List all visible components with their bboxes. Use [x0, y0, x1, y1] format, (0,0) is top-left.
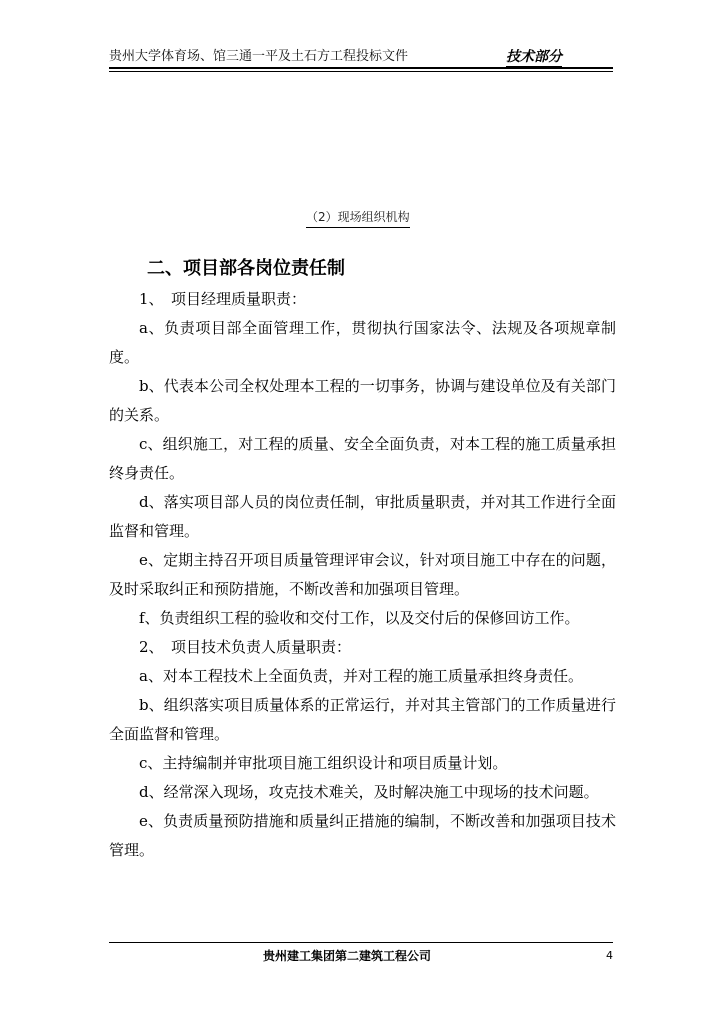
paragraph: e、负责质量预防措施和质量纠正措施的编制，不断改善和加强项目技术管理。 [109, 812, 616, 859]
paragraph: d、落实项目部人员的岗位责任制，审批质量职责，并对其工作进行全面监督和管理。 [109, 493, 616, 540]
header-rule-thin [109, 71, 613, 72]
paragraph: 2、 项目技术负责人质量职责： [139, 638, 352, 656]
paragraph: 1、 项目经理质量职责： [139, 290, 307, 308]
header-document-title: 贵州大学体育场、馆三通一平及土石方工程投标文件 [109, 49, 409, 64]
paragraph: c、组织施工，对工程的质量、安全全面负责，对本工程的施工质量承担终身责任。 [109, 435, 616, 482]
paragraph: b、代表本公司全权处理本工程的一切事务，协调与建设单位及有关部门的关系。 [109, 377, 616, 424]
body-text [109, 285, 616, 865]
paragraph: a、负责项目部全面管理工作，贯彻执行国家法令、法规及各项规章制度。 [109, 319, 616, 366]
header-section-label: 技术部分 [506, 49, 562, 65]
paragraph: a、对本工程技术上全面负责，并对工程的施工质量承担终身责任。 [139, 667, 583, 685]
paragraph: e、定期主持召开项目质量管理评审会议，针对项目施工中存在的问题，及时采取纠正和预防措施，不断改善和加强项目管理。 [109, 551, 616, 598]
paragraph: f、负责组织工程的验收和交付工作，以及交付后的保修回访工作。 [139, 609, 580, 627]
paragraph: d、经常深入现场，攻克技术难关，及时解决施工中现场的技术问题。 [139, 783, 599, 801]
footer-rule [109, 942, 613, 943]
paragraph: b、组织落实项目质量体系的正常运行，并对其主管部门的工作质量进行全面监督和管理。 [109, 696, 616, 743]
section-heading: 二、项目部各岗位责任制 [147, 258, 345, 279]
footer-company-name: 贵州建工集团第二建筑工程公司 [263, 949, 432, 963]
page-number: 4 [606, 949, 613, 962]
figure-caption: （2）现场组织机构 [306, 209, 410, 228]
header-rule [109, 67, 613, 69]
paragraph: c、主持编制并审批项目施工组织设计和项目质量计划。 [139, 754, 508, 772]
